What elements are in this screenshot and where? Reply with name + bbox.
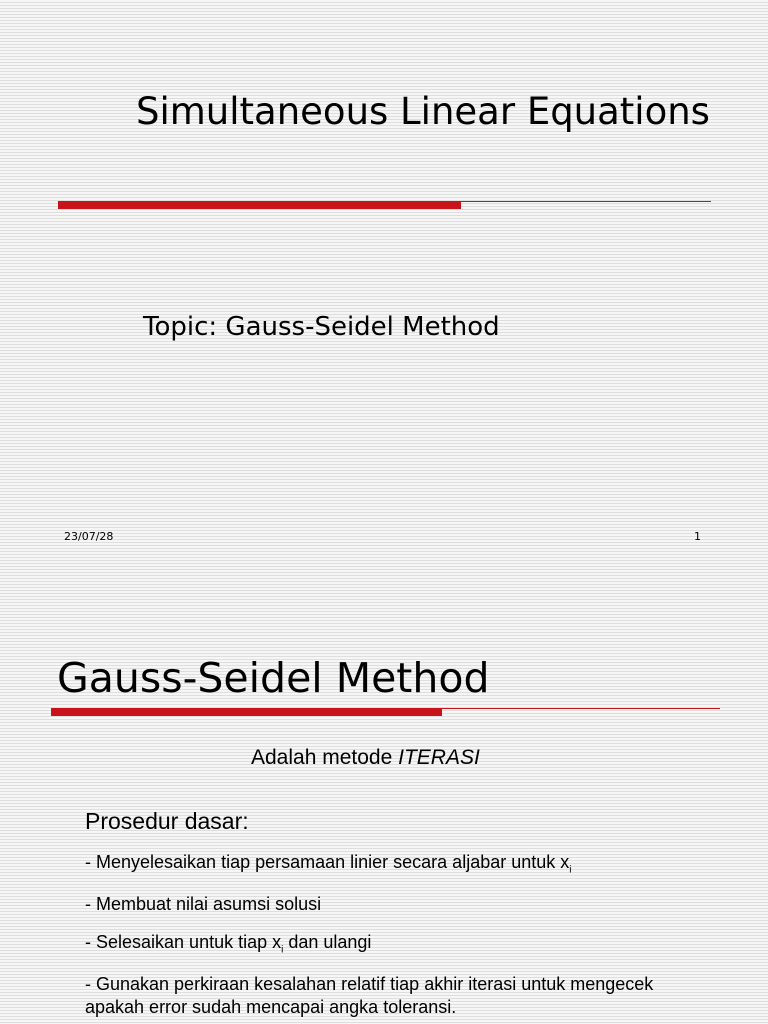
page-number: 1 [694,530,701,543]
slide-1-title: Simultaneous Linear Equations [136,90,710,133]
title-underline-thick [58,201,461,209]
intro-prefix: Adalah metode [251,746,399,769]
step-subscript: i [281,944,284,956]
procedure-heading: Prosedur dasar: [85,808,249,834]
list-item [85,931,371,962]
intro-text [251,746,480,770]
step-text-after: dan ulangi [283,932,372,952]
title-underline-thin [461,201,711,202]
step-text: - Gunakan perkiraan kesalahan relatif tiap akhir iterasi untuk mengecek apakah error sudah mencapai angka toleransi. [85,974,654,1017]
slide-1-subtitle: Topic: Gauss-Seidel Method [143,312,500,342]
title-underline-thick [51,708,442,716]
title-underline-thin [442,708,720,709]
list-item [85,893,321,916]
intro-emphasis: ITERASI [398,746,480,769]
slide-2 [0,628,768,1024]
step-text: - Selesaikan untuk tiap x [85,932,282,952]
list-item [85,851,572,882]
footer-date: 23/07/28 [64,530,114,543]
step-text: - Menyelesaikan tiap persamaan linier secara aljabar untuk x [85,852,570,872]
slide-2-title: Gauss-Seidel Method [57,654,490,702]
step-subscript: i [569,864,572,876]
step-text: - Membuat nilai asumsi solusi [85,894,322,914]
list-item [85,973,685,1019]
